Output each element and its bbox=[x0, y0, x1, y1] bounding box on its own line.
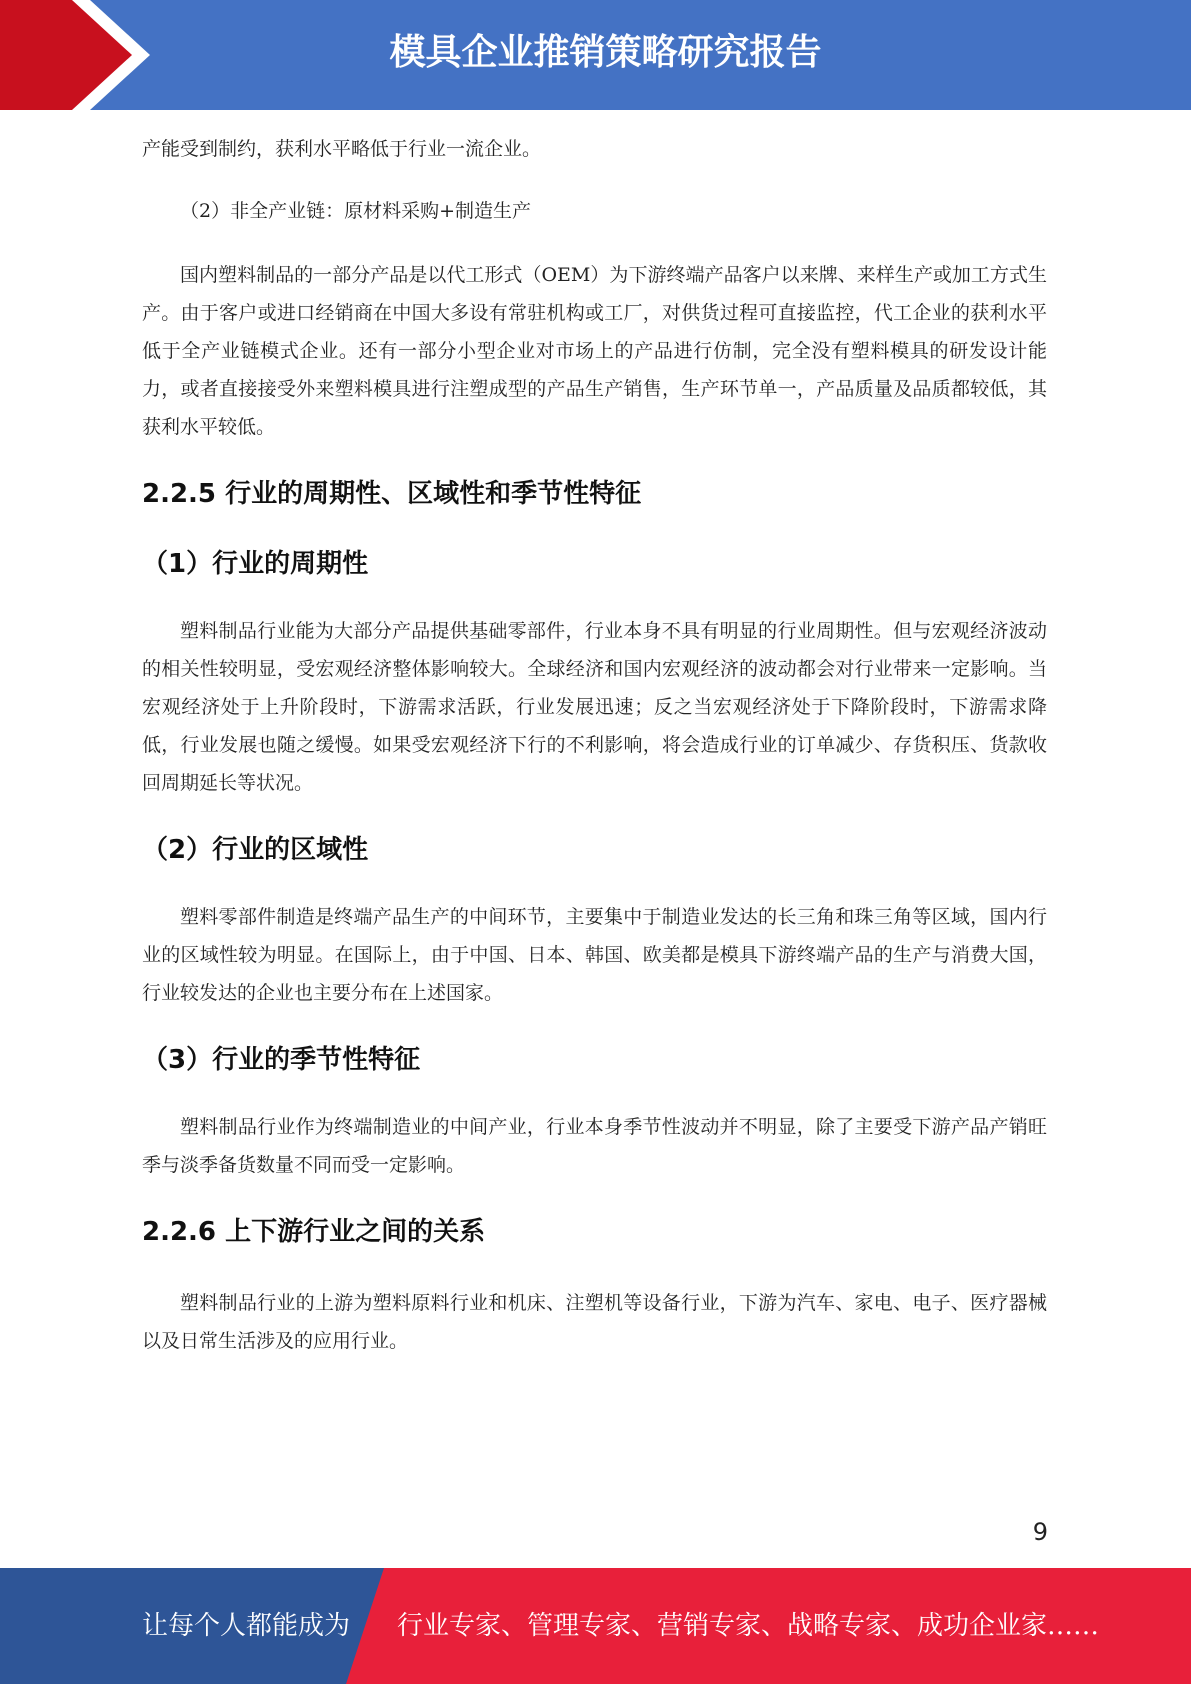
report-title: 模具企业推销策略研究报告 bbox=[389, 32, 822, 73]
section-heading-2-2-6: 2.2.6 上下游行业之间的关系 bbox=[142, 1217, 486, 1247]
section-heading-2-2-5: 2.2.5 行业的周期性、区域性和季节性特征 bbox=[142, 479, 642, 509]
paragraph-cyclicality: 塑料制品行业能为大部分产品提供基础零部件，行业本身不具有明显的行业周期性。但与宏观经济波动的相关性较明显，受宏观经济整体影响较大。全球经济和国内宏观经济的波动都会对行业带来一定影响。当宏观经济处于上升阶段时，下游需求活跃，行业发展迅速；反之当宏观经济处于下降阶段时，下游需求降低，行业发展也随之缓慢。如果受宏观经济下行的不利影响，将会造成行业的订单减少、存货积压、货款收回周期延长等状况。 bbox=[142, 620, 1047, 794]
paragraph-seasonality: 塑料制品行业作为终端制造业的中间产业，行业本身季节性波动并不明显，除了主要受下游产品产销旺季与淡季备货数量不同而受一定影响。 bbox=[142, 1116, 1047, 1176]
paragraph-intro-tail: 产能受到制约，获利水平略低于行业一流企业。 bbox=[142, 138, 542, 160]
subheading-regionality: （2）行业的区域性 bbox=[142, 835, 369, 865]
footer-slogan-right: 行业专家、管理专家、营销专家、战略专家、成功企业家…… bbox=[397, 1611, 1100, 1641]
footer-slogan-left: 让每个人都能成为 bbox=[142, 1611, 351, 1641]
paragraph-oem: 国内塑料制品的一部分产品是以代工形式（OEM）为下游终端产品客户以来牌、来样生产或加工方式生产。由于客户或进口经销商在中国大多设有常驻机构或工厂，对供货过程可直接监控，代工企业的获利水平低于全产业链模式企业。还有一部分小型企业对市场上的产品进行仿制，完全没有塑料模具的研发设计能力，或者直接接受外来塑料模具进行注塑成型的产品生产销售，生产环节单一，产品质量及品质都较低，其获利水平较低。 bbox=[142, 264, 1047, 438]
sub-item-non-full-chain: （2）非全产业链：原材料采购+制造生产 bbox=[180, 200, 532, 222]
subheading-cyclicality: （1）行业的周期性 bbox=[142, 549, 369, 579]
footer-banner bbox=[0, 1568, 1191, 1684]
subheading-seasonality: （3）行业的季节性特征 bbox=[142, 1045, 421, 1075]
page-number: 9 bbox=[1032, 1518, 1048, 1546]
paragraph-upstream-downstream: 塑料制品行业的上游为塑料原料行业和机床、注塑机等设备行业，下游为汽车、家电、电子、医疗器械以及日常生活涉及的应用行业。 bbox=[142, 1292, 1047, 1352]
document-body bbox=[142, 130, 1047, 1390]
header-banner bbox=[0, 0, 1191, 110]
paragraph-regionality: 塑料零部件制造是终端产品生产的中间环节，主要集中于制造业发达的长三角和珠三角等区域，国内行业的区域性较为明显。在国际上，由于中国、日本、韩国、欧美都是模具下游终端产品的生产与消费大国，行业较发达的企业也主要分布在上述国家。 bbox=[142, 906, 1047, 1004]
